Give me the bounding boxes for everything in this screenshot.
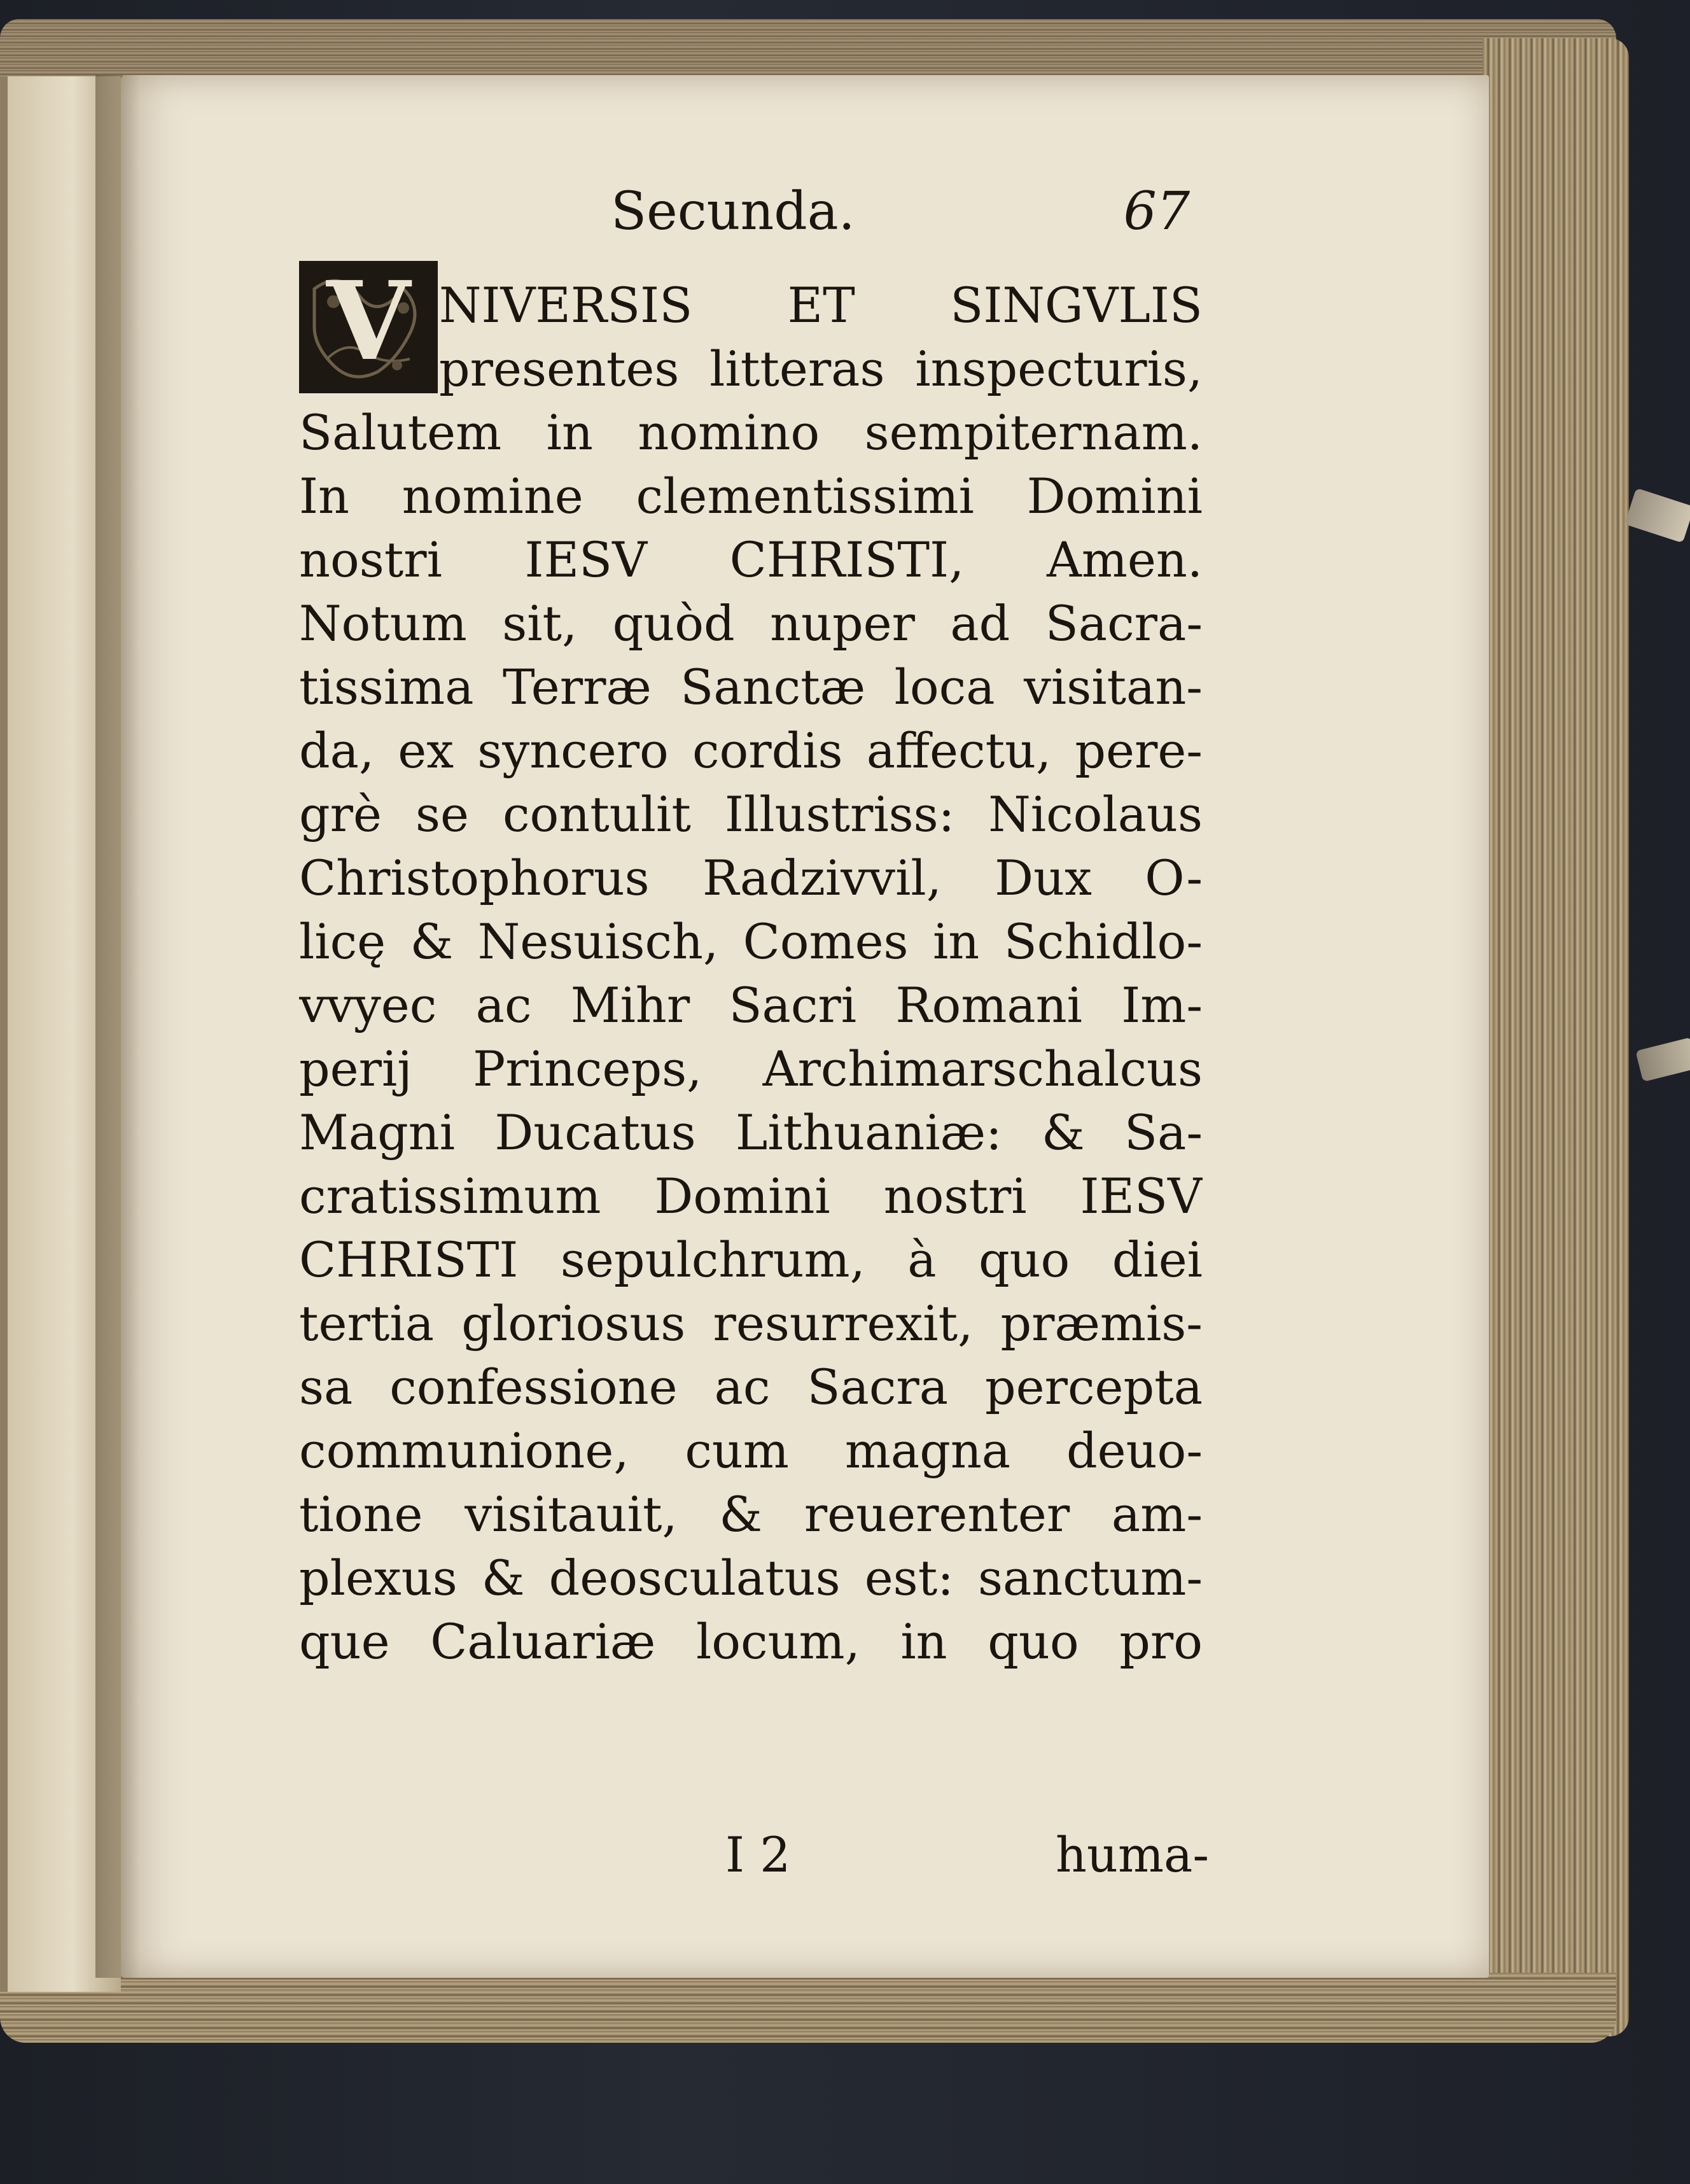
text-line-3: Salutem in nomino sempiternam. [299, 404, 1203, 461]
text-line-1: NIVERSIS ET SINGVLIS [439, 277, 1203, 333]
page-header [611, 177, 1215, 247]
text-line-15: cratissimum Domini nostri IESV [299, 1168, 1203, 1224]
text-line-13: perij Princeps, Archimarschalcus [299, 1040, 1203, 1097]
fore-edge-page-stack [1483, 38, 1629, 2036]
text-line-14: Magni Ducatus Lithuaniæ: & Sa- [299, 1104, 1203, 1161]
text-line-11: licę & Nesuisch, Comes in Schidlo- [299, 913, 1203, 970]
text-line-21: plexus & deosculatus est: sanctum- [299, 1550, 1203, 1606]
text-line-12: vvyec ac Mihr Sacri Romani Im- [299, 977, 1203, 1033]
text-line-7: tissima Terræ Sanctæ loca visitan- [299, 659, 1203, 715]
text-line-5: nostri IESV CHRISTI, Amen. [299, 531, 1203, 588]
catchword: huma- [1056, 1826, 1209, 1883]
text-line-6: Notum sit, quòd nuper ad Sacra- [299, 595, 1203, 652]
decorated-initial [299, 261, 438, 393]
text-line-16: CHRISTI sepulchrum, à quo diei [299, 1231, 1203, 1288]
floral-ornament-icon [302, 263, 435, 391]
text-line-19: communione, cum magna deuo- [299, 1422, 1203, 1479]
left-page-edge [0, 76, 8, 1992]
book-bottom-edge [0, 1973, 1616, 2043]
svg-text:V: V [326, 263, 410, 385]
signature-mark: I 2 [725, 1826, 791, 1883]
book-top-edge [0, 19, 1616, 76]
text-line-17: tertia gloriosus resurrexit, præmis- [299, 1295, 1203, 1352]
text-line-4: In nomine clementissimi Domini [299, 468, 1203, 524]
gutter-shadow [95, 75, 140, 1978]
text-line-9: grè se contulit Illustriss: Nicolaus [299, 786, 1203, 843]
text-line-22: que Caluariæ locum, in quo pro [299, 1613, 1203, 1670]
page-number: 67 [1123, 181, 1190, 242]
text-line-20: tione visitauit, & reuerenter am- [299, 1486, 1203, 1543]
text-line-18: sa confessione ac Sacra percepta [299, 1359, 1203, 1415]
text-line-8: da, ex syncero cordis affectu, pere- [299, 722, 1203, 779]
text-line-10: Christophorus Radzivvil, Dux O- [299, 850, 1203, 906]
text-line-2: presentes litteras inspecturis, [439, 340, 1203, 397]
running-head: Secunda. [611, 181, 855, 242]
